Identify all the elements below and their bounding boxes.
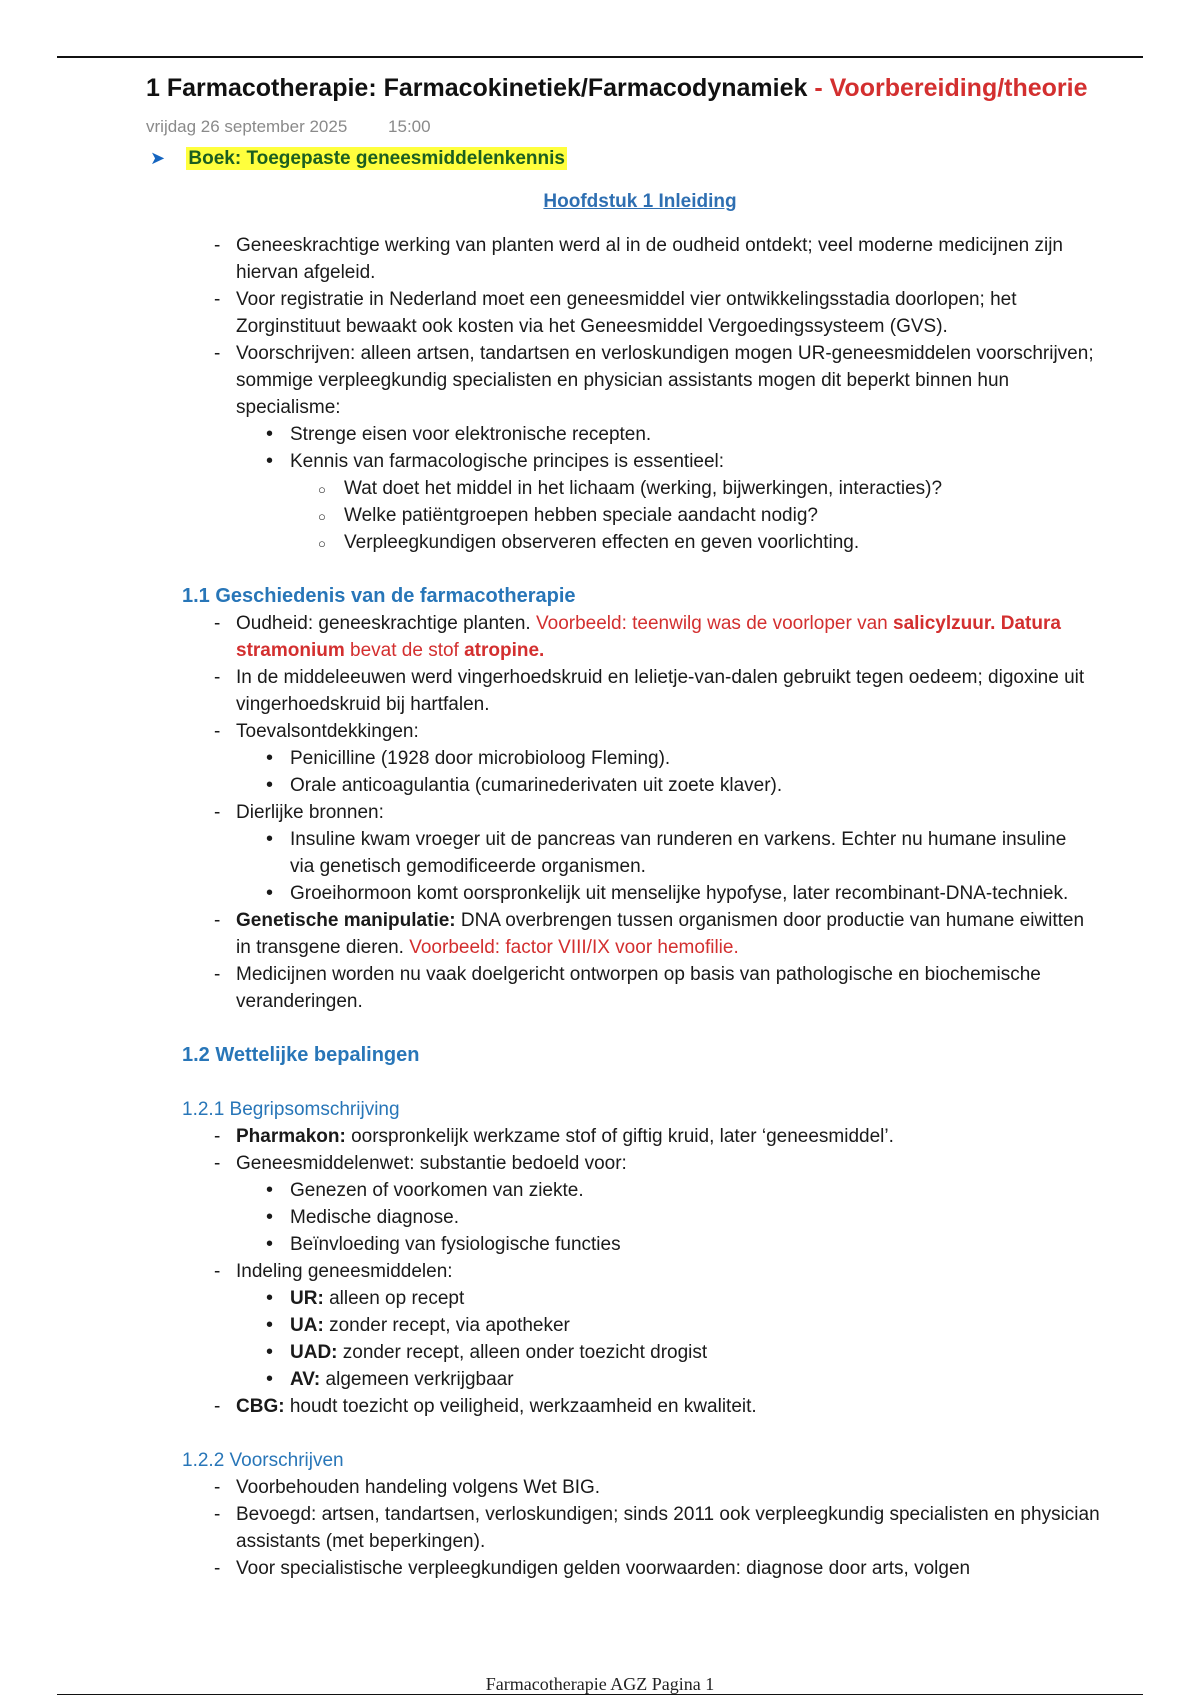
- chapter-heading: Hoofdstuk 1 Inleiding: [543, 191, 737, 212]
- title-accent: - Voorbereiding/theorie: [814, 74, 1088, 102]
- sub-list: [0, 421, 1200, 556]
- list-item: • Orale anticoagulantia (cumarinederivaten uit zoete klaver).: [0, 772, 1200, 799]
- list-item: • Groeihormoon komt oorspronkelijk uit menselijke hypofyse, later recombinant-DNA-techniek.: [0, 880, 1200, 907]
- sub-list: [0, 1177, 1200, 1258]
- list-item: - Voorschrijven: alleen artsen, tandartsen en verloskundigen mogen UR-geneesmiddelen voorschrijven; sommige verpleegkundig specialisten en physician assistants mogen dit beperkt binnen hun specialisme: • Strenge eisen voor elektronische recepten. • Kennis van farmacologische principes is essentieel: ○ Wat doet het middel in het lichaam (werking, bijwerkingen, interacties)? ○ Welke patiëntgroepen hebben speciale aandacht nodig? ○ Verpleegkundigen observeren effecten en geven voorlichting.: [0, 340, 1200, 556]
- list-item: • UAD: zonder recept, alleen onder toezicht drogist: [0, 1339, 1200, 1366]
- list-item: • Insuline kwam vroeger uit de pancreas van runderen en varkens. Echter nu humane insuline via genetisch gemodificeerde organismen.: [0, 826, 1200, 880]
- list-item: - Pharmakon: oorspronkelijk werkzame stof of giftig kruid, later ‘geneesmiddel’.: [0, 1123, 1200, 1150]
- section-1-2-1-list: [0, 1123, 1200, 1420]
- list-item: - Voorbehouden handeling volgens Wet BIG.: [0, 1474, 1200, 1501]
- section-1-2-2-list: [0, 1474, 1200, 1582]
- section-heading-1-2-1: 1.2.1 Begripsomschrijving: [182, 1099, 400, 1120]
- list-item: • Strenge eisen voor elektronische recepten.: [0, 421, 1200, 448]
- list-item: - Medicijnen worden nu vaak doelgericht ontworpen op basis van pathologische en biochemische veranderingen.: [0, 961, 1200, 1015]
- list-item: - Bevoegd: artsen, tandartsen, verloskundigen; sinds 2011 ook verpleegkundig specialisten en physician assistants (met beperkingen).: [0, 1501, 1200, 1555]
- title-main: 1 Farmacotherapie: Farmacokinetiek/Farmacodynamiek: [146, 74, 808, 102]
- list-item: • Beïnvloeding van fysiologische functies: [0, 1231, 1200, 1258]
- list-item: - Dierlijke bronnen: • Insuline kwam vroeger uit de pancreas van runderen en varkens. Echter nu humane insuline via genetisch gemodificeerde organismen. • Groeihormoon komt oorspronkelijk uit menselijke hypofyse, later recombinant-DNA-techniek.: [0, 799, 1200, 907]
- list-item: • Kennis van farmacologische principes is essentieel: ○ Wat doet het middel in het lichaam (werking, bijwerkingen, interacties)? ○ Welke patiëntgroepen hebben speciale aandacht nodig? ○ Verpleegkundigen observeren effecten en geven voorlichting.: [0, 448, 1200, 556]
- page-footer: Farmacotherapie AGZ Pagina 1: [485, 1674, 715, 1694]
- section-1-1-list: [0, 610, 1200, 1015]
- notes-content: [0, 232, 1200, 1582]
- list-item: ○ Verpleegkundigen observeren effecten en geven voorlichting.: [0, 529, 1200, 556]
- list-item: • UR: alleen op recept: [0, 1285, 1200, 1312]
- list-item: ○ Welke patiëntgroepen hebben speciale aandacht nodig?: [0, 502, 1200, 529]
- list-item: • UA: zonder recept, via apotheker: [0, 1312, 1200, 1339]
- book-line: [150, 148, 567, 170]
- bottom-rule: [57, 1694, 1143, 1695]
- sub-sub-list: [0, 475, 1200, 556]
- page-title: [146, 74, 1088, 103]
- list-item: - Voor registratie in Nederland moet een geneesmiddel vier ontwikkelingsstadia doorlopen; het Zorginstituut bewaakt ook kosten via het Geneesmiddel Vergoedingssysteem (GVS).: [0, 286, 1200, 340]
- section-heading-1-2: 1.2 Wettelijke bepalingen: [182, 1044, 420, 1066]
- list-item: - Oudheid: geneeskrachtige planten. Voorbeeld: teenwilg was de voorloper van salicylzuur. Datura stramonium bevat de stof atropine.: [0, 610, 1200, 664]
- book-title: Boek: Toegepaste geneesmiddelenkennis: [188, 148, 565, 169]
- list-item: - Geneesmiddelenwet: substantie bedoeld voor: • Genezen of voorkomen van ziekte. • Medische diagnose. • Beïnvloeding van fysiologische functies: [0, 1150, 1200, 1258]
- list-item: • Genezen of voorkomen van ziekte.: [0, 1177, 1200, 1204]
- section-heading-1-2-2: 1.2.2 Voorschrijven: [182, 1450, 344, 1471]
- page-date: vrijdag 26 september 2025: [146, 117, 348, 136]
- page-time: 15:00: [388, 117, 431, 136]
- list-item: • Medische diagnose.: [0, 1204, 1200, 1231]
- top-rule: [57, 56, 1143, 58]
- list-item: - Geneeskrachtige werking van planten werd al in de oudheid ontdekt; veel moderne medicijnen zijn hiervan afgeleid.: [0, 232, 1200, 286]
- list-item: ○ Wat doet het middel in het lichaam (werking, bijwerkingen, interacties)?: [0, 475, 1200, 502]
- arrow-bullet-icon: ➤: [150, 148, 166, 168]
- list-item: - In de middeleeuwen werd vingerhoedskruid en lelietje-van-dalen gebruikt tegen oedeem; digoxine uit vingerhoedskruid bij hartfalen.: [0, 664, 1200, 718]
- sub-list: [0, 826, 1200, 907]
- list-item: - Genetische manipulatie: DNA overbrengen tussen organismen door productie van humane eiwitten in transgene dieren. Voorbeeld: factor VIII/IX voor hemofilie.: [0, 907, 1200, 961]
- list-item: - Indeling geneesmiddelen: • UR: alleen op recept • UA: zonder recept, via apotheker • UAD: zonder recept, alleen onder toezicht drogist • AV: algemeen verkrijgbaar: [0, 1258, 1200, 1393]
- list-item: - CBG: houdt toezicht op veiligheid, werkzaamheid en kwaliteit.: [0, 1393, 1200, 1420]
- list-item: • Penicilline (1928 door microbioloog Fleming).: [0, 745, 1200, 772]
- sub-list: [0, 1285, 1200, 1393]
- list-item: - Toevalsontdekkingen: • Penicilline (1928 door microbioloog Fleming). • Orale anticoagulantia (cumarinederivaten uit zoete klaver).: [0, 718, 1200, 799]
- intro-list: [0, 232, 1200, 556]
- section-heading-1-1: 1.1 Geschiedenis van de farmacotherapie: [182, 585, 576, 607]
- list-item: - Voor specialistische verpleegkundigen gelden voorwaarden: diagnose door arts, volgen: [0, 1555, 1200, 1582]
- page-metadata: [146, 117, 431, 137]
- sub-list: [0, 745, 1200, 799]
- list-item: • AV: algemeen verkrijgbaar: [0, 1366, 1200, 1393]
